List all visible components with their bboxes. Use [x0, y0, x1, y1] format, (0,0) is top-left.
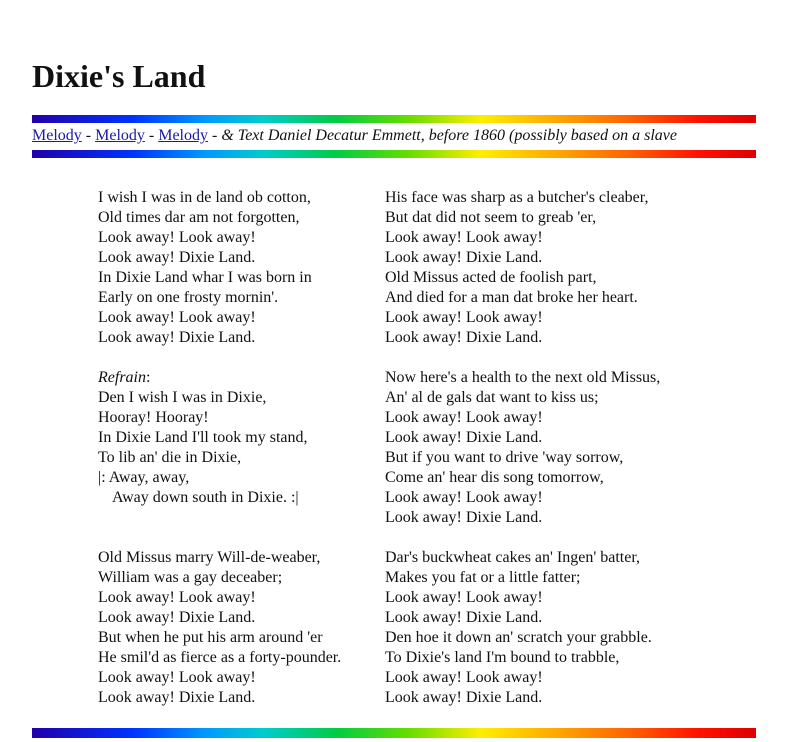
rainbow-divider-bottom	[32, 728, 756, 738]
lyric-line: Look away! Dixie Land.	[385, 509, 543, 526]
lyric-line: Look away! Dixie Land.	[98, 689, 256, 706]
rainbow-divider-middle	[32, 150, 756, 158]
lyric-line: Old Missus marry Will-de-weaber,	[98, 549, 321, 566]
lyric-line: Look away! Look away!	[98, 589, 256, 606]
lyric-line: Look away! Look away!	[385, 309, 543, 326]
lyric-line: Come an' hear dis song tomorrow,	[385, 469, 604, 486]
lyric-line: Now here's a health to the next old Missus,	[385, 369, 661, 386]
lyric-line: But dat did not seem to greab 'er,	[385, 209, 597, 226]
lyric-line: An' al de gals dat want to kiss us;	[385, 389, 599, 406]
melody-link-1[interactable]: Melody	[32, 127, 82, 144]
lyric-line: Old times dar am not forgotten,	[98, 209, 300, 226]
lyric-line: In Dixie Land I'll took my stand,	[98, 429, 308, 446]
lyric-line: Look away! Dixie Land.	[385, 329, 543, 346]
lyric-line: But if you want to drive 'way sorrow,	[385, 449, 624, 466]
refrain-label: Refrain	[98, 369, 146, 386]
lyric-line: Look away! Look away!	[385, 229, 543, 246]
lyrics-column-left	[98, 188, 341, 708]
lyric-line: Hooray! Hooray!	[98, 409, 209, 426]
lyric-line: Dar's buckwheat cakes an' Ingen' batter,	[385, 549, 641, 566]
lyric-line: In Dixie Land whar I was born in	[98, 269, 312, 286]
lyric-line: Look away! Look away!	[98, 229, 256, 246]
page-title: Dixie's Land	[32, 58, 206, 94]
refrain-heading	[98, 368, 341, 388]
lyric-line: Look away! Dixie Land.	[98, 329, 256, 346]
credit-line	[32, 124, 772, 148]
stanza-4	[385, 368, 660, 528]
separator: -	[81, 127, 96, 144]
stanza-3	[98, 548, 341, 708]
lyric-line: Look away! Dixie Land.	[98, 609, 256, 626]
lyric-line: Look away! Dixie Land.	[98, 249, 256, 266]
lyric-line: His face was sharp as a butcher's cleaber,	[385, 189, 649, 206]
lyric-line: William was a gay deceaber;	[98, 569, 283, 586]
melody-link-3[interactable]: Melody	[158, 127, 208, 144]
lyric-line: |: Away, away,	[98, 469, 190, 486]
refrain-colon: :	[146, 369, 151, 386]
stanza-1	[98, 188, 341, 348]
lyric-line: Look away! Dixie Land.	[385, 249, 543, 266]
lyric-line: Look away! Dixie Land.	[385, 609, 543, 626]
lyric-line: Look away! Look away!	[385, 489, 543, 506]
lyric-line: Den hoe it down an' scratch your grabble.	[385, 629, 652, 646]
stanza-2	[385, 188, 660, 348]
lyric-line: Look away! Look away!	[385, 409, 543, 426]
lyric-line: Look away! Look away!	[98, 309, 256, 326]
lyric-line: Away down south in Dixie. :|	[112, 489, 299, 506]
stanza-5	[385, 548, 660, 708]
lyric-line: Look away! Look away!	[385, 589, 543, 606]
separator: -	[144, 127, 159, 144]
lyric-line: And died for a man dat broke her heart.	[385, 289, 638, 306]
lyric-line: Look away! Dixie Land.	[385, 689, 543, 706]
lyric-line: To lib an' die in Dixie,	[98, 449, 242, 466]
refrain	[98, 368, 341, 508]
lyric-line: Look away! Look away!	[98, 669, 256, 686]
rainbow-divider-top	[32, 115, 756, 123]
lyric-line: He smil'd as fierce as a forty-pounder.	[98, 649, 342, 666]
credit-text: - & Text Daniel Decatur Emmett, before 1860 (possibly based on a slave	[208, 127, 677, 144]
melody-link-2[interactable]: Melody	[95, 127, 145, 144]
lyric-line: I wish I was in de land ob cotton,	[98, 189, 311, 206]
lyric-line: To Dixie's land I'm bound to trabble,	[385, 649, 620, 666]
lyric-line: Look away! Dixie Land.	[385, 429, 543, 446]
lyric-line: Den I wish I was in Dixie,	[98, 389, 267, 406]
lyrics-column-right	[385, 188, 660, 708]
lyric-line: Look away! Look away!	[385, 669, 543, 686]
lyric-line: Makes you fat or a little fatter;	[385, 569, 581, 586]
lyric-line: Early on one frosty mornin'.	[98, 289, 279, 306]
lyric-line: Old Missus acted de foolish part,	[385, 269, 597, 286]
lyric-line: But when he put his arm around 'er	[98, 629, 323, 646]
